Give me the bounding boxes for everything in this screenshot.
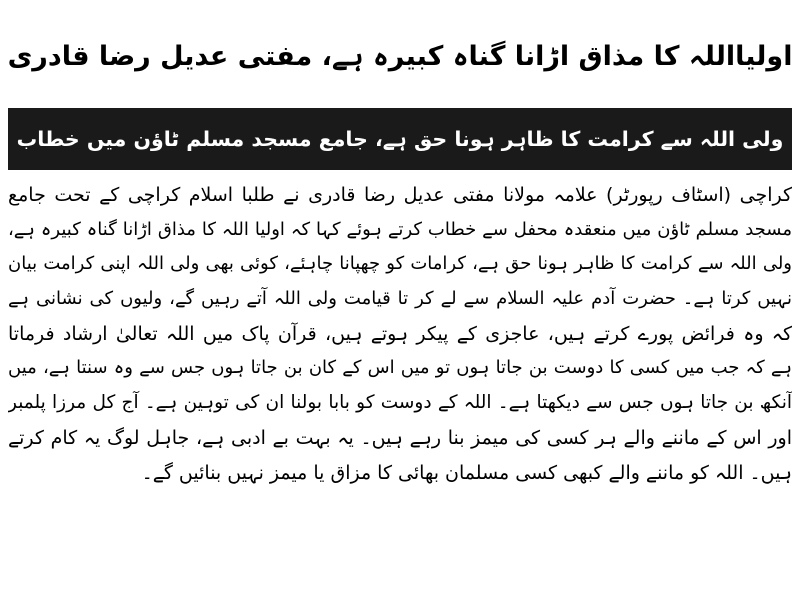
body-line-7: آنکھ بن جاتا ہوں جس سے دیکھتا ہے۔ اللہ کے دوست کو بابا بولنا ان کی توہین ہے۔ آج کل مرزا پلمبر: [8, 392, 792, 414]
body-line-6: ہے کہ جب میں کسی کا دوست بن جاتا ہوں تو میں اس کے کان بن جاتا ہوں جس سے وہ سنتا ہے، میں: [8, 357, 792, 379]
body-line-9: ہیں۔ اللہ کو ماننے والے کبھی کسی مسلمان بھائی کا مزاق یا میمز نہیں بنائیں گے۔: [141, 461, 792, 484]
body-line-5: کہ وہ فرائض پورے کرتے ہیں، عاجزی کے پیکر ہوتے ہیں، قرآن پاک میں اللہ تعالیٰ ارشاد فرماتا: [8, 322, 792, 345]
body-line-4: نہیں کرتا ہے۔ حضرت آدم علیہ السلام سے لے کر تا قیامت ولی اللہ آتے رہیں گے، ولیوں کی نشانی ہے: [8, 288, 792, 310]
body-line-3: ولی اللہ سے کرامت کا ظاہر ہونا حق ہے، کرامات کو چھپانا چاہئے، کوئی بھی ولی اللہ اپنی کرامت بیان: [8, 253, 792, 275]
body-line-8: اور اس کے ماننے والے ہر کسی کی میمز بنا رہے ہیں۔ یہ بہت بے ادبی ہے، جاہل لوگ یہ کام کرتے: [8, 426, 792, 449]
subheadline: ولی اللہ سے کرامت کا ظاہر ہونا حق ہے، جامع مسجد مسلم ٹاؤن میں خطاب: [16, 127, 784, 151]
body-line-2: مسجد مسلم ٹاؤن میں منعقدہ محفل سے خطاب کرتے ہوئے کہا کہ اولیا اللہ کا مذاق اڑانا گناہ کبیرہ ہے،: [8, 218, 792, 240]
headline: اولیااللہ کا مذاق اڑانا گناہ کبیرہ ہے، مفتی عدیل رضا قادری: [7, 41, 793, 72]
body-line-1: کراچی (اسٹاف رپورٹر) علامہ مولانا مفتی عدیل رضا قادری نے طلبا اسلام کراچی کے تحت جامع: [8, 184, 792, 206]
subheadline-bar: [8, 108, 792, 170]
article-body: [8, 178, 792, 596]
